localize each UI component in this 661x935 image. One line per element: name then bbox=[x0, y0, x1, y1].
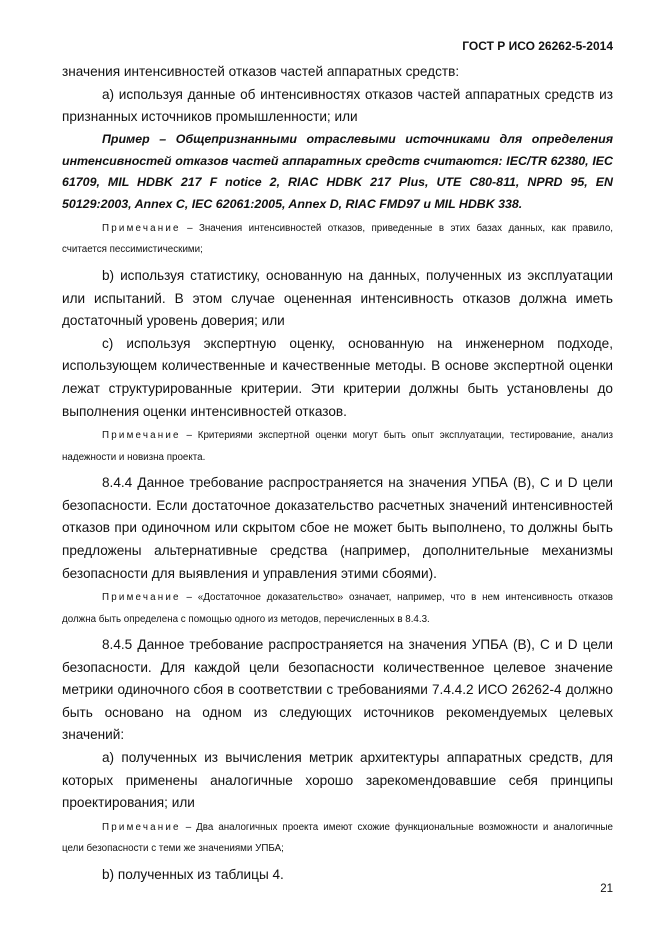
list-item-c: c) используя экспертную оценку, основанную на инженерном подходе, использующем количественные и качественные методы. В основе экспертной оценки лежат структурированные критерии. Эти критерии должны быть установлены до выполнения оценки интенсивностей отказов. bbox=[62, 335, 613, 419]
note-4-text: – Два аналогичных проекта имеют схожие функциональные возможности и аналогичные цели безопасности с теми же значениями УПБА; bbox=[62, 821, 613, 855]
note-3 bbox=[62, 587, 613, 630]
section-8-4-4: 8.4.4 Данное требование распространяется на значения УПБА (B), C и D цели безопасности. Если достаточное доказательство расчетных значений интенсивностей отказов при одиночном или скрытом сбое не может быть выполнено, то должны быть предложены альтернативные средства (например, дополнительные механизмы безопасности для выявления и управления этими сбоями). bbox=[62, 475, 613, 581]
paragraph-continuation: значения интенсивностей отказов частей аппаратных средств: bbox=[62, 64, 460, 79]
note-1-label: Примечание bbox=[102, 222, 181, 234]
note-3-label: Примечание bbox=[102, 592, 181, 604]
note-4 bbox=[62, 817, 613, 860]
note-2 bbox=[62, 425, 613, 468]
note-4-label: Примечание bbox=[102, 821, 181, 833]
note-2-label: Примечание bbox=[102, 430, 181, 442]
list-item-b: b) используя статистику, основанную на данных, полученных из эксплуатации или испытаний. В этом случае оцененная интенсивность отказов должна иметь достаточный уровень доверия; или bbox=[62, 267, 613, 329]
list-item-b2: b) полученных из таблицы 4. bbox=[102, 866, 284, 882]
note-3-text: – «Достаточное доказательство» означает, например, что в нем интенсивность отказов должна быть определена с помощью одного из методов, перечисленных в 8.4.3. bbox=[62, 592, 613, 625]
page-number: 21 bbox=[600, 883, 613, 895]
body-text bbox=[62, 61, 613, 886]
page-header-standard: ГОСТ Р ИСО 26262-5-2014 bbox=[462, 39, 613, 53]
example-paragraph: Пример – Общепризнанными отраслевыми источниками для определения интенсивностей отказов частей аппаратных средств считаются: IEC/TR 62380, IEC 61709, MIL HDBK 217 F notice 2, RIAC HDBK 217 Plus, UTE C80-811, NPRD 95, EN 50129:2003, Annex C, IEC 62061:2005, Annex D, RIAC FMD97 и MIL HDBK 338. bbox=[62, 131, 613, 212]
note-2-text: – Критериями экспертной оценки могут быть опыт эксплуатации, тестирование, анализ надежности и новизна проекта. bbox=[62, 430, 613, 463]
note-1 bbox=[62, 218, 613, 261]
note-1-text: – Значения интенсивностей отказов, приведенные в этих базах данных, как правило, считается пессимистическими; bbox=[62, 222, 613, 256]
section-8-4-5: 8.4.5 Данное требование распространяется на значения УПБА (B), C и D цели безопасности. Для каждой цели безопасности количественное целевое значение метрики одиночного сбоя в соответствии с требованиями 7.4.4.2 ИСО 26262-4 должно быть основано на одном из следующих источников рекомендуемых целевых значений: bbox=[62, 637, 613, 743]
list-item-a: a) используя данные об интенсивностях отказов частей аппаратных средств из признанных источников промышленности; или bbox=[62, 86, 613, 125]
list-item-a2: a) полученных из вычисления метрик архитектуры аппаратных средств, для которых применены аналогичные хорошо зарекомендовавшие себя принципы проектирования; или bbox=[62, 750, 613, 811]
